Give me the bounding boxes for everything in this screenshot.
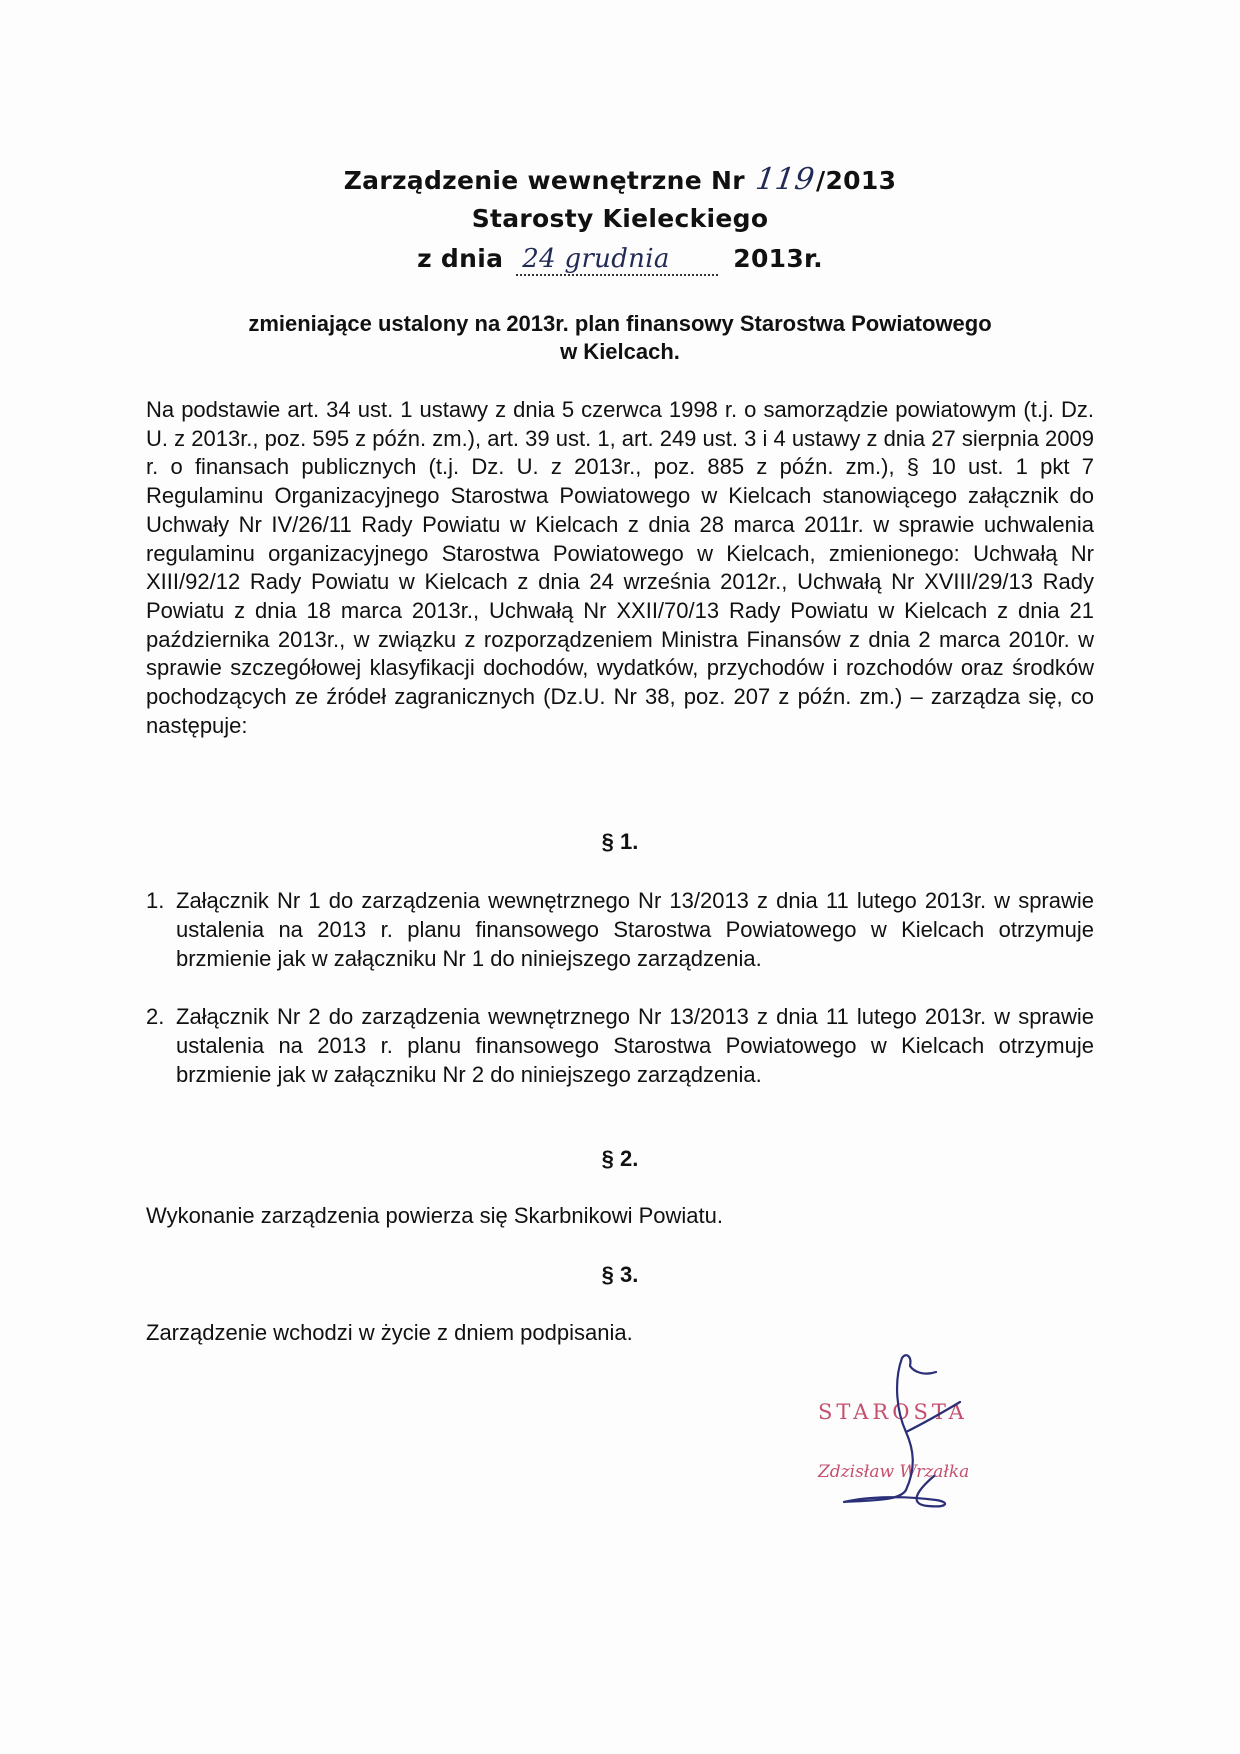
section-2-mark: § 2. xyxy=(601,1146,639,1171)
subject-line-1: zmieniające ustalony na 2013r. plan finansowy Starostwa Powiatowego xyxy=(248,311,992,336)
stamp-title: STAROSTA xyxy=(818,1400,968,1424)
item-text: Załącznik Nr 2 do zarządzenia wewnętrznego Nr 13/2013 z dnia 11 lutego 2013r. w sprawie ustalenia na 2013 r. planu finansowego Starostwa Powiatowego w Kielcach otrzymuje brzmienie jak w załączniku Nr 2 do niniejszego zarządzenia. xyxy=(176,1004,1094,1087)
section-1-item xyxy=(146,886,1094,973)
handwritten-date: 24 grudnia xyxy=(516,244,718,276)
handwritten-signature xyxy=(810,1350,1010,1510)
section-3-text: Zarządzenie wchodzi w życie z dniem podpisania. xyxy=(146,1320,633,1345)
title-line-2: Starosty Kieleckiego xyxy=(471,204,769,233)
starosta-stamp xyxy=(810,1350,1010,1510)
handwritten-number: 119 xyxy=(753,162,817,197)
title-line-1 xyxy=(0,162,1240,197)
item-number: 1. xyxy=(146,888,165,913)
section-3-mark: § 3. xyxy=(601,1262,639,1287)
title-year: /2013 xyxy=(816,166,897,195)
date-prefix: z dnia xyxy=(417,244,504,273)
date-year: 2013r. xyxy=(733,244,823,273)
title-line-3 xyxy=(0,244,1240,276)
section-2-text: Wykonanie zarządzenia powierza się Skarbnikowi Powiatu. xyxy=(146,1203,723,1228)
item-text: Załącznik Nr 1 do zarządzenia wewnętrznego Nr 13/2013 z dnia 11 lutego 2013r. w sprawie ustalenia na 2013 r. planu finansowego Starostwa Powiatowego w Kielcach otrzymuje brzmienie jak w załączniku Nr 1 do niniejszego zarządzenia. xyxy=(176,888,1094,971)
stamp-name: Zdzisław Wrzałka xyxy=(818,1462,970,1482)
preamble-paragraph: Na podstawie art. 34 ust. 1 ustawy z dnia 5 czerwca 1998 r. o samorządzie powiatowym (t.j. Dz. U. z 2013r., poz. 595 z późn. zm.), art. 39 ust. 1, art. 249 ust. 3 i 4 ustawy z dnia 27 sierpnia 2009 r. o finansach publicznych (t.j. Dz. U. z 2013r., poz. 885 z późn. zm.), § 10 ust. 1 pkt 7 Regulaminu Organizacyjnego Starostwa Powiatowego w Kielcach stanowiącego załącznik do Uchwały Nr IV/26/11 Rady Powiatu w Kielcach z dnia 28 marca 2011r. w sprawie uchwalenia regulaminu organizacyjnego Starostwa Powiatowego w Kielcach, zmienionego: Uchwałą Nr XIII/92/12 Rady Powiatu w Kielcach z dnia 24 września 2012r., Uchwałą Nr XVIII/29/13 Rady Powiatu z dnia 18 marca 2013r., Uchwałą Nr XXII/70/13 Rady Powiatu w Kielcach z dnia 21 października 2013r., w związku z rozporządzeniem Ministra Finansów z dnia 2 marca 2010r. w sprawie szczegółowej klasyfikacji dochodów, wydatków, przychodów i rozchodów oraz środków pochodzących ze źródeł zagranicznych (Dz.U. Nr 38, poz. 207 z późn. zm.) – zarządza się, co następuje: xyxy=(146,397,1094,738)
section-1-item xyxy=(146,1002,1094,1089)
item-number: 2. xyxy=(146,1004,165,1029)
subject-line-2: w Kielcach. xyxy=(560,339,680,364)
section-1-mark: § 1. xyxy=(601,829,639,854)
title-prefix: Zarządzenie wewnętrzne Nr xyxy=(343,166,745,195)
